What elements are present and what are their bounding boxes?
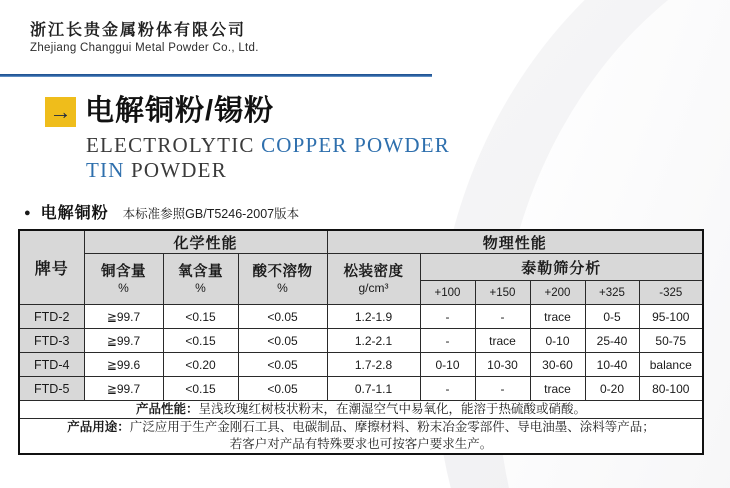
col-header-mesh-150: +150 bbox=[475, 281, 530, 305]
grade-cell: FTD-4 bbox=[19, 353, 84, 377]
sieve-cell: - bbox=[420, 329, 475, 353]
cu-cell: ≧99.7 bbox=[84, 329, 163, 353]
density-cell: 1.7-2.8 bbox=[327, 353, 420, 377]
product-performance-text: 呈浅玫瑰红树枝状粉末，在潮湿空气中易氧化，能溶于热硫酸或硝酸。 bbox=[198, 402, 587, 416]
table-row bbox=[19, 329, 703, 353]
sieve-cell: 10-30 bbox=[475, 353, 530, 377]
apparent-density-unit: g/cm³ bbox=[358, 280, 389, 295]
acid-cell: <0.05 bbox=[238, 377, 327, 401]
page-title-cn: 电解铜粉/锡粉 bbox=[85, 95, 275, 127]
page-title-en-line2 bbox=[86, 158, 450, 183]
col-header-oxygen-content bbox=[163, 254, 238, 305]
oxygen-content-unit: % bbox=[195, 280, 206, 295]
product-usage-text-line1: 广泛应用于生产金刚石工具、电碳制品、摩擦材料、粉末冶金零部件、导电油墨、涂料等产品； bbox=[129, 420, 655, 434]
page-title-en bbox=[86, 133, 450, 183]
sieve-cell: 30-60 bbox=[530, 353, 585, 377]
grade-cell: FTD-2 bbox=[19, 305, 84, 329]
apparent-density-label: 松装密度 bbox=[343, 263, 404, 280]
section-standard-note: 本标准参照GB/T5246-2007版本 bbox=[122, 207, 300, 221]
sieve-cell: trace bbox=[475, 329, 530, 353]
acid-cell: <0.05 bbox=[238, 305, 327, 329]
sieve-cell: 0-5 bbox=[585, 305, 639, 329]
product-usage-text-line2: 若客户对产品有特殊要求也可按客户要求生产。 bbox=[229, 437, 493, 451]
sieve-cell: trace bbox=[530, 377, 585, 401]
table-row bbox=[19, 377, 703, 401]
col-header-mesh-200: +200 bbox=[530, 281, 585, 305]
col-header-acid-insoluble bbox=[238, 254, 327, 305]
sieve-cell: - bbox=[475, 377, 530, 401]
spec-table bbox=[18, 229, 704, 455]
product-performance-cell bbox=[19, 401, 703, 419]
oxygen-cell: <0.15 bbox=[163, 377, 238, 401]
cu-cell: ≧99.7 bbox=[84, 377, 163, 401]
table-row bbox=[19, 305, 703, 329]
sieve-cell: - bbox=[420, 305, 475, 329]
page-title-en-line1 bbox=[86, 133, 450, 158]
product-performance-label: 产品性能： bbox=[135, 402, 199, 416]
grade-cell: FTD-5 bbox=[19, 377, 84, 401]
product-usage-label: 产品用途： bbox=[67, 420, 130, 434]
oxygen-cell: <0.15 bbox=[163, 305, 238, 329]
sieve-cell: 95-100 bbox=[639, 305, 703, 329]
copper-content-label: 铜含量 bbox=[101, 263, 146, 280]
table-row bbox=[19, 353, 703, 377]
col-header-mesh-325m: -325 bbox=[639, 281, 703, 305]
oxygen-cell: <0.15 bbox=[163, 329, 238, 353]
sieve-cell: 50-75 bbox=[639, 329, 703, 353]
col-header-grade: 牌号 bbox=[19, 230, 84, 305]
section-label: 电解铜粉 bbox=[40, 205, 109, 222]
group-header-tyler-sieve: 泰勒筛分析 bbox=[420, 254, 703, 281]
acid-insoluble-label: 酸不溶物 bbox=[252, 263, 313, 280]
acid-insoluble-unit: % bbox=[277, 280, 288, 295]
company-name-cn: 浙江长贵金属粉体有限公司 bbox=[30, 22, 247, 39]
product-usage-row bbox=[19, 419, 703, 455]
sieve-cell: - bbox=[475, 305, 530, 329]
title-en-powder: POWDER bbox=[131, 158, 227, 182]
oxygen-cell: <0.20 bbox=[163, 353, 238, 377]
acid-cell: <0.05 bbox=[238, 329, 327, 353]
copper-content-unit: % bbox=[118, 280, 129, 295]
col-header-mesh-325p: +325 bbox=[585, 281, 639, 305]
arrow-glyph: → bbox=[49, 99, 72, 124]
group-header-chemical: 化学性能 bbox=[84, 230, 327, 254]
acid-cell: <0.05 bbox=[238, 353, 327, 377]
cu-cell: ≧99.7 bbox=[84, 305, 163, 329]
company-name-en: Zhejiang Changgui Metal Powder Co., Ltd. bbox=[30, 42, 259, 54]
header-divider bbox=[0, 74, 432, 77]
arrow-right-icon bbox=[45, 97, 76, 127]
col-header-mesh-100: +100 bbox=[420, 281, 475, 305]
grade-cell: FTD-3 bbox=[19, 329, 84, 353]
section-heading bbox=[24, 200, 299, 223]
title-en-tin: TIN bbox=[86, 158, 132, 182]
sieve-cell: 80-100 bbox=[639, 377, 703, 401]
title-en-electrolytic: ELECTROLYTIC bbox=[86, 133, 262, 157]
sieve-cell: 25-40 bbox=[585, 329, 639, 353]
oxygen-content-label: 氧含量 bbox=[178, 263, 223, 280]
density-cell: 0.7-1.1 bbox=[327, 377, 420, 401]
group-header-physical: 物理性能 bbox=[327, 230, 703, 254]
col-header-copper-content bbox=[84, 254, 163, 305]
density-cell: 1.2-2.1 bbox=[327, 329, 420, 353]
product-performance-row bbox=[19, 401, 703, 419]
sieve-cell: 0-10 bbox=[420, 353, 475, 377]
sieve-cell: - bbox=[420, 377, 475, 401]
sieve-cell: 10-40 bbox=[585, 353, 639, 377]
bullet-icon: ● bbox=[24, 207, 31, 219]
sieve-cell: trace bbox=[530, 305, 585, 329]
cu-cell: ≧99.6 bbox=[84, 353, 163, 377]
sieve-cell: balance bbox=[639, 353, 703, 377]
title-en-copper-powder: COPPER POWDER bbox=[261, 133, 450, 157]
product-usage-cell bbox=[19, 419, 703, 455]
sieve-cell: 0-10 bbox=[530, 329, 585, 353]
col-header-apparent-density bbox=[327, 254, 420, 305]
sieve-cell: 0-20 bbox=[585, 377, 639, 401]
density-cell: 1.2-1.9 bbox=[327, 305, 420, 329]
